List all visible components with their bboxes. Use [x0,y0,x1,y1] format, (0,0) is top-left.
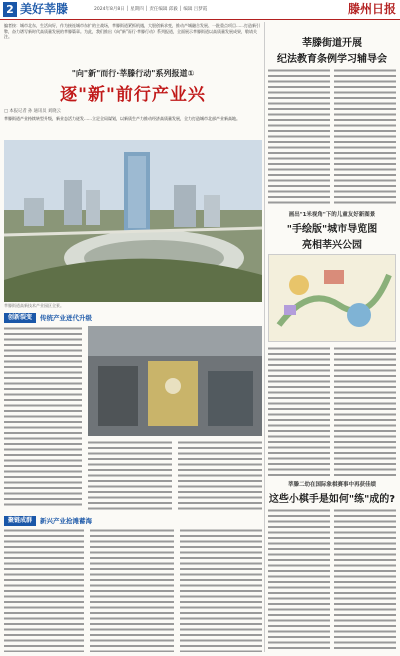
section-title: 传统产业迸代升级 [40,314,93,322]
section-title: 新兴产业抢滩蓄海 [40,517,93,525]
right-headline-2: "手绘版"城市导览图 [286,224,378,235]
article-column [178,440,262,512]
article-column [334,508,396,652]
right-kicker-3: 莘滕二幼在国际象棋赛事中再获佳绩 [287,482,376,488]
article-column [4,528,84,652]
right-headline-2b: 亮相莘兴公园 [302,240,362,251]
editor-note: 编者按：城市北东，生活向好，作为接连城市东扩的主战场，莘滕街道紧抓机遇，大胆创新求变，推动产城融合发展、一批重点项目……打造新引擎，奋力谱写新时代高质量发展的莘滕篇章。为此，我们推出《向"新"而行·莘滕行动》系列报道，全面展示莘滕街道以高质量发展成果，敬请关注。 [4,23,260,40]
section-heading-1 [4,312,92,323]
right-headline-1: 莘滕街道开展 [302,38,362,49]
byline: □ 本报记者 孙 通讯员 刘晓云 [4,109,61,114]
issue-meta: 2024年8月8日 │ 星期四 │ 责任编辑 邱毅 │ 编辑 吕梦霞 [94,7,208,12]
section-heading-2 [4,515,92,526]
aerial-city-photo [4,140,262,302]
right-kicker-2: 画出"1米视角"下的儿童友好新图景 [288,212,376,218]
article-column [88,440,172,512]
article-column [268,508,330,652]
photo-caption: 莘滕街道高新技术产业园区全景。 [4,303,64,308]
article-column [4,326,82,506]
main-headline: 逐"新"前行产业兴 [60,85,206,105]
series-kicker: "向"新"而行·莘滕行动"系列报道① [71,69,195,78]
section-tag: 创新裂变 [4,313,36,323]
section-tag: 聚链成群 [4,516,36,526]
page-header [0,0,400,20]
newspaper-brand: 滕州日报 [347,2,396,16]
article-column [180,528,262,652]
right-headline-3: 这些小棋手是如何"练"成的? [268,494,396,505]
city-skyline-illustration [4,140,262,302]
article-column [268,68,330,206]
article-column [334,68,396,206]
article-intro: 莘滕街道产业持续转型升级，新业态活力迸发……立足全局谋划，以新质生产力推动经济高质量发展，全力打造城市北部产业新高地。 [4,116,240,121]
page-number: 2 [3,2,17,17]
article-column [334,346,396,476]
section-name: 美好莘滕 [20,2,69,16]
right-headline-1b: 纪法教育条例学习辅导会 [277,54,387,65]
factory-illustration [88,326,262,436]
article-column [268,346,330,476]
park-map-illustration [269,255,396,342]
article-column [90,528,174,652]
hand-drawn-map-photo [268,254,396,342]
factory-photo [88,326,262,436]
